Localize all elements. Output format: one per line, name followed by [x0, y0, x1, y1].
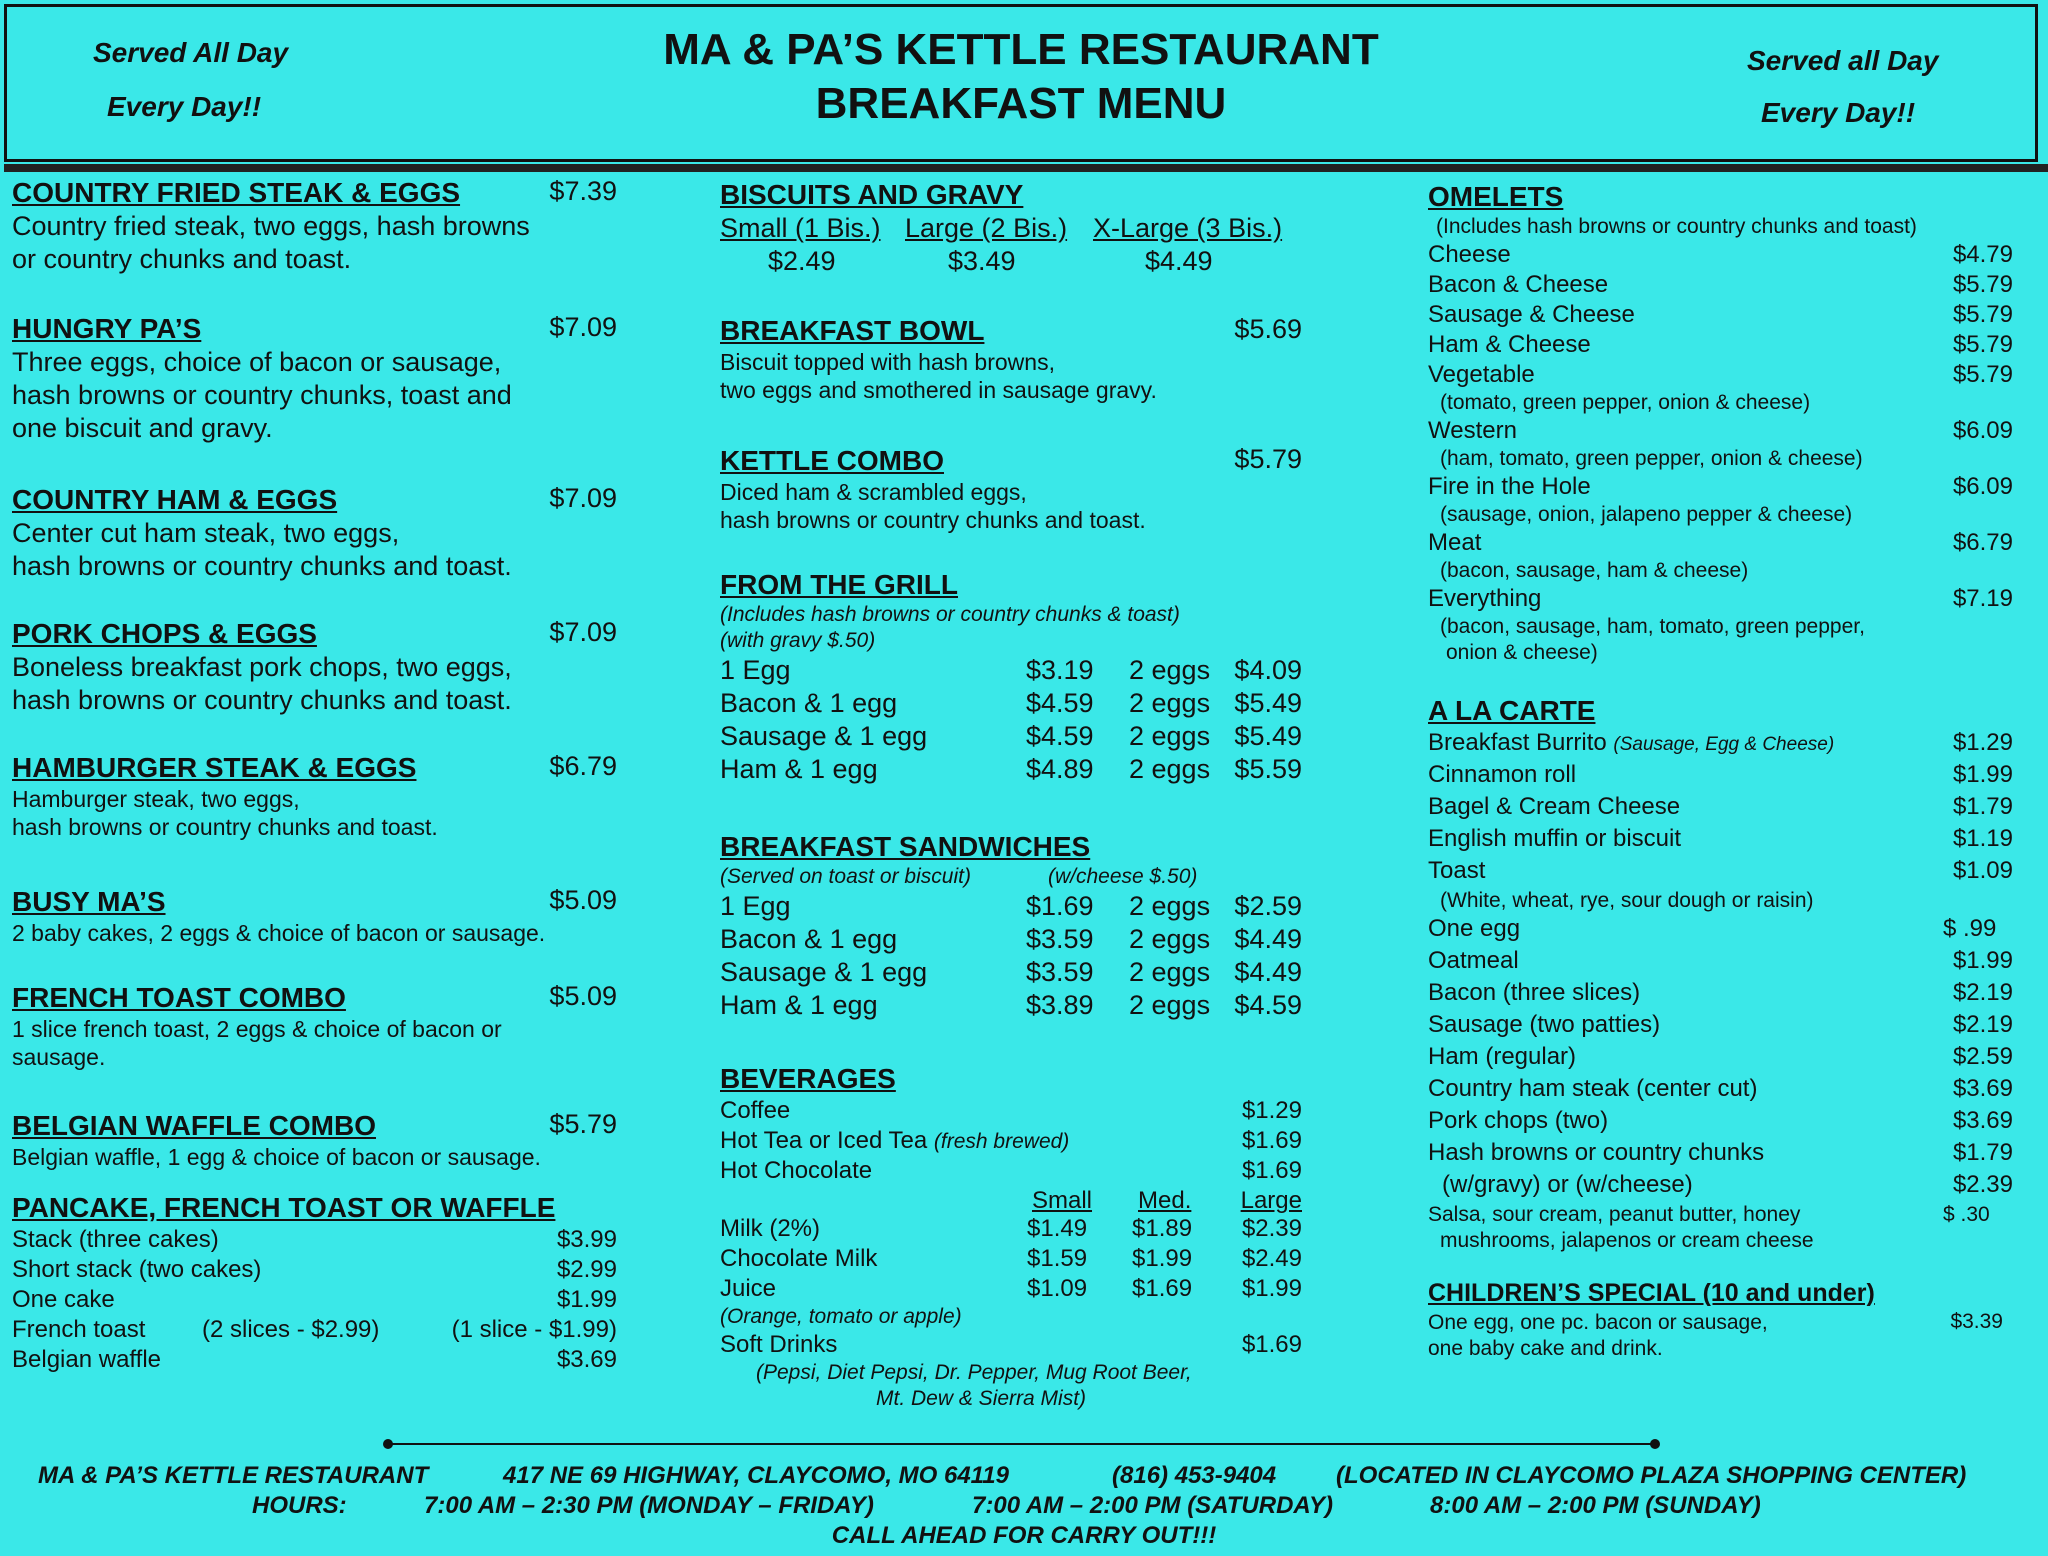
item-price: $3.99	[556, 1226, 617, 1253]
extras-price: $ .30	[1943, 1203, 1990, 1226]
item-ingredients: (bacon, sausage, ham & cheese)	[1440, 559, 1749, 582]
item-name: 1 Egg	[720, 655, 791, 685]
from-the-grill-section	[720, 568, 1302, 786]
section-title: BELGIAN WAFFLE COMBO	[12, 1110, 376, 1141]
item-price: $6.09	[1952, 473, 2013, 500]
item-note: (fresh brewed)	[933, 1130, 1070, 1153]
footer-phone: (816) 453-9404	[1112, 1462, 1277, 1489]
menu-item-row	[1428, 360, 2013, 390]
footer-restaurant-name: MA & PA’S KETTLE RESTAURANT	[38, 1462, 429, 1489]
item-price-one: $3.59	[1026, 957, 1094, 987]
item-two-eggs: 2 eggs	[1129, 891, 1211, 921]
beverages-section	[720, 1062, 1302, 1412]
section-desc: two eggs and smothered in sausage gravy.	[720, 377, 1157, 403]
item-name: Oatmeal	[1428, 947, 1519, 974]
item-price: $1.79	[1952, 1139, 2013, 1166]
menu-item-row	[720, 1156, 1302, 1186]
french-toast-combo-section	[12, 981, 617, 1071]
item-name: Country ham steak (center cut)	[1428, 1075, 1758, 1102]
menu-item-row	[1428, 300, 2013, 330]
size-large-label: Large (2 Bis.)	[905, 213, 1068, 243]
item-two-eggs: 2 eggs	[1129, 754, 1211, 784]
menu-item-row	[1428, 1170, 2013, 1202]
item-price-two: $5.49	[1234, 721, 1302, 751]
item-two-eggs: 2 eggs	[1129, 688, 1211, 718]
childrens-special-section	[1428, 1276, 2013, 1362]
menu-item-row	[720, 1330, 1302, 1360]
item-price: $1.09	[1952, 857, 2013, 884]
section-desc: hash browns or country chunks and toast.	[720, 507, 1146, 533]
menu-item-row	[12, 1225, 617, 1255]
section-title: HUNGRY PA’S	[12, 313, 202, 344]
menu-item-row	[1428, 528, 2013, 558]
item-name: Stack (three cakes)	[12, 1226, 219, 1253]
menu-item-row	[1428, 824, 2013, 856]
menu-item-row	[1428, 1106, 2013, 1138]
breakfast-bowl-section	[720, 314, 1302, 404]
section-note: (Includes hash browns or country chunks and toast)	[1436, 215, 1917, 238]
section-title: BEVERAGES	[720, 1063, 896, 1094]
menu-item-row	[1428, 330, 2013, 360]
section-note-row	[720, 864, 1302, 890]
menu-item-row	[1428, 472, 2013, 502]
item-price-one: $1.69	[1026, 891, 1094, 921]
item-price-two: $5.59	[1234, 754, 1302, 784]
item-price-one: $3.19	[1026, 655, 1094, 685]
menu-item-row	[1428, 416, 2013, 446]
section-title: CHILDREN’S SPECIAL (10 and under)	[1428, 1279, 1875, 1307]
menu-item-row	[720, 1214, 1302, 1244]
size-small-price: $2.49	[768, 246, 836, 276]
menu-item-row	[720, 1126, 1302, 1156]
section-note: (Served on toast or biscuit)	[720, 865, 971, 888]
footer-hours-saturday: 7:00 AM – 2:00 PM (SATURDAY)	[972, 1492, 1333, 1519]
item-name: Sausage & 1 egg	[720, 721, 928, 751]
item-two-eggs: 2 eggs	[1129, 721, 1211, 751]
menu-item-row	[720, 1244, 1302, 1274]
menu-item-row	[1428, 914, 2013, 946]
item-price: $ .99	[1943, 915, 1997, 942]
item-price: (1 slice - $1.99)	[451, 1316, 617, 1343]
hungry-pas-section	[12, 312, 617, 445]
section-desc: Center cut ham steak, two eggs,	[12, 518, 400, 548]
item-price: $6.79	[1952, 529, 2013, 556]
header-shadow-bar	[4, 164, 2048, 172]
every-day-left: Every Day!!	[107, 91, 262, 122]
item-price-one: $3.59	[1026, 924, 1094, 954]
section-desc: hash browns or country chunks and toast.	[12, 685, 512, 715]
item-name: Hash browns or country chunks	[1428, 1139, 1765, 1166]
footer-divider	[388, 1443, 1654, 1445]
item-price-small: $1.49	[1027, 1215, 1088, 1242]
item-price-two: $5.49	[1234, 688, 1302, 718]
extras-list: Salsa, sour cream, peanut butter, honey	[1428, 1203, 1801, 1226]
omelets-section	[1428, 180, 2013, 666]
footer-location: (LOCATED IN CLAYCOMO PLAZA SHOPPING CENTER)	[1336, 1462, 1967, 1489]
item-price: $1.99	[1952, 761, 2013, 788]
a-la-carte-section	[1428, 694, 2013, 1254]
item-name-wrap	[720, 1126, 1069, 1157]
item-price-two: $4.59	[1234, 990, 1302, 1020]
extras-row	[1428, 1202, 2013, 1228]
item-name: One cake	[12, 1286, 115, 1313]
item-name: Hot Chocolate	[720, 1157, 873, 1184]
item-name: French toast	[12, 1316, 146, 1343]
menu-item-row	[12, 1315, 617, 1345]
section-title: FRENCH TOAST COMBO	[12, 982, 346, 1013]
section-desc: sausage.	[12, 1044, 106, 1070]
footer-address: 417 NE 69 HIGHWAY, CLAYCOMO, MO 64119	[503, 1462, 1009, 1489]
item-name: Belgian waffle	[12, 1346, 161, 1373]
section-desc: Biscuit topped with hash browns,	[720, 349, 1055, 375]
item-price-large: $2.49	[1241, 1245, 1302, 1272]
section-title: BREAKFAST BOWL	[720, 315, 985, 346]
menu-column-middle	[720, 176, 1320, 1412]
section-note: (Includes hash browns or country chunks & toast)	[720, 603, 1180, 626]
item-price: $1.99	[556, 1286, 617, 1313]
section-title: BISCUITS AND GRAVY	[720, 179, 1024, 210]
item-price-two: $4.49	[1234, 924, 1302, 954]
section-price: $5.09	[549, 885, 617, 915]
item-name: One egg	[1428, 915, 1521, 942]
item-price-small: $1.59	[1027, 1245, 1088, 1272]
item-price-one: $4.89	[1026, 754, 1094, 784]
menu-item-row	[1428, 760, 2013, 792]
item-price-one: $4.59	[1026, 688, 1094, 718]
size-large-header: Large	[1240, 1187, 1302, 1214]
item-name: Vegetable	[1428, 361, 1535, 388]
item-two-eggs: 2 eggs	[1129, 990, 1211, 1020]
menu-item-row	[720, 890, 1302, 923]
every-day-right: Every Day!!	[1761, 97, 1916, 128]
item-price-two: $4.49	[1234, 957, 1302, 987]
served-all-day-left: Served All Day	[93, 37, 289, 68]
item-ingredients: (bacon, sausage, ham, tomato, green pepper,	[1440, 615, 1865, 638]
section-note: (with gravy $.50)	[720, 629, 876, 652]
pork-chops-section	[12, 617, 617, 717]
menu-item-row	[1428, 728, 2013, 760]
item-name: Sausage & 1 egg	[720, 957, 928, 987]
size-small-label: Small (1 Bis.)	[720, 213, 881, 243]
menu-item-row	[1428, 856, 2013, 888]
section-title: BREAKFAST SANDWICHES	[720, 831, 1091, 862]
footer-hours-sunday: 8:00 AM – 2:00 PM (SUNDAY)	[1430, 1492, 1761, 1519]
item-name: 1 Egg	[720, 891, 791, 921]
section-desc: hash browns or country chunks and toast.	[12, 551, 512, 581]
item-price-one: $4.59	[1026, 721, 1094, 751]
item-name: Bacon & 1 egg	[720, 688, 898, 718]
item-name-wrap	[1428, 728, 1834, 760]
menu-item-row	[1428, 792, 2013, 824]
item-price: $5.79	[1952, 331, 2013, 358]
section-desc: one biscuit and gravy.	[12, 413, 273, 443]
extras-list: mushrooms, jalapenos or cream cheese	[1440, 1229, 1814, 1252]
size-medium-header: Med.	[1138, 1187, 1192, 1214]
item-price-medium: $1.89	[1132, 1215, 1193, 1242]
restaurant-name: MA & PA’S KETTLE RESTAURANT	[663, 25, 1379, 74]
section-price: $3.39	[1950, 1310, 2003, 1333]
section-desc: Belgian waffle, 1 egg & choice of bacon or sausage.	[12, 1144, 541, 1170]
item-price: $5.79	[1952, 361, 2013, 388]
section-desc: one baby cake and drink.	[1428, 1337, 1663, 1360]
breakfast-sandwiches-section	[720, 830, 1302, 1022]
item-name: Bacon (three slices)	[1428, 979, 1641, 1006]
juice-note: (Orange, tomato or apple)	[720, 1305, 962, 1328]
section-desc: 1 slice french toast, 2 eggs & choice of bacon or	[12, 1016, 502, 1042]
menu-item-row	[1428, 1042, 2013, 1074]
menu-item-row	[720, 654, 1302, 687]
section-price: $7.09	[549, 483, 617, 513]
item-name: Bacon & Cheese	[1428, 271, 1609, 298]
item-ingredients: (White, wheat, rye, sour dough or raisin)	[1440, 889, 1814, 912]
section-note: (w/cheese $.50)	[1048, 865, 1198, 888]
menu-item-row	[1428, 584, 2013, 614]
menu-item-row	[720, 1096, 1302, 1126]
item-price: $6.09	[1952, 417, 2013, 444]
item-name: Chocolate Milk	[720, 1245, 878, 1272]
item-name: (w/gravy) or (w/cheese)	[1442, 1171, 1693, 1198]
menu-item-row	[720, 753, 1302, 786]
item-price: $3.69	[1952, 1075, 2013, 1102]
section-desc: Country fried steak, two eggs, hash browns	[12, 211, 530, 241]
item-ingredients: (ham, tomato, green pepper, onion & cheese)	[1440, 447, 1863, 470]
menu-item-row	[1428, 1074, 2013, 1106]
item-price: $1.99	[1952, 947, 2013, 974]
menu-title: BREAKFAST MENU	[815, 79, 1227, 128]
section-price: $7.39	[549, 176, 617, 206]
item-price-large: $1.99	[1241, 1275, 1302, 1302]
item-name: Breakfast Burrito	[1428, 729, 1607, 756]
item-name: Cinnamon roll	[1428, 761, 1577, 788]
footer-carry-out: CALL AHEAD FOR CARRY OUT!!!	[831, 1522, 1217, 1549]
soft-drinks-note: Mt. Dew & Sierra Mist)	[876, 1387, 1087, 1410]
menu-item-row	[720, 989, 1302, 1022]
item-price-one: $3.89	[1026, 990, 1094, 1020]
section-title: A LA CARTE	[1428, 695, 1596, 726]
divider-dot	[383, 1439, 393, 1449]
menu-item-row	[1428, 1010, 2013, 1042]
item-price-medium: $1.69	[1132, 1275, 1193, 1302]
item-price: $1.69	[1241, 1331, 1302, 1358]
item-name: Toast	[1428, 857, 1486, 884]
item-price: $1.69	[1241, 1157, 1302, 1184]
menu-header	[4, 4, 2038, 162]
item-name: Milk (2%)	[720, 1215, 820, 1242]
item-price-large: $2.39	[1241, 1215, 1302, 1242]
item-price: $3.69	[1952, 1107, 2013, 1134]
section-desc: Hamburger steak, two eggs,	[12, 786, 300, 812]
size-xlarge-price: $4.49	[1145, 246, 1213, 276]
section-title: COUNTRY HAM & EGGS	[12, 484, 338, 515]
section-title: COUNTRY FRIED STEAK & EGGS	[12, 177, 461, 208]
section-desc: Boneless breakfast pork chops, two eggs,	[12, 652, 512, 682]
item-name: Bagel & Cream Cheese	[1428, 793, 1681, 820]
served-all-day-right: Served all Day	[1747, 45, 1939, 76]
item-price: $2.59	[1952, 1043, 2013, 1070]
menu-item-row	[12, 1345, 617, 1375]
footer-hours-weekday: 7:00 AM – 2:30 PM (MONDAY – FRIDAY)	[424, 1492, 874, 1519]
item-price: $2.19	[1952, 979, 2013, 1006]
menu-item-row	[720, 1274, 1302, 1304]
size-small-header: Small	[1032, 1187, 1093, 1214]
section-title: FROM THE GRILL	[720, 569, 958, 600]
item-name: Everything	[1428, 585, 1542, 612]
footer-hours-label: HOURS:	[252, 1492, 347, 1519]
pancake-section	[12, 1191, 617, 1375]
item-name: Ham & 1 egg	[720, 990, 878, 1020]
menu-item-row	[1428, 270, 2013, 300]
item-name: Sausage & Cheese	[1428, 301, 1635, 328]
hamburger-steak-section	[12, 751, 617, 841]
section-title: HAMBURGER STEAK & EGGS	[12, 752, 417, 783]
section-price: $6.79	[549, 751, 617, 781]
section-price: $5.69	[1234, 314, 1302, 344]
item-price-medium: $1.99	[1132, 1245, 1193, 1272]
kettle-combo-section	[720, 444, 1302, 534]
biscuits-gravy-section	[720, 178, 1290, 278]
item-name: Ham & 1 egg	[720, 754, 878, 784]
item-ingredients: (sausage, onion, jalapeno pepper & cheese)	[1440, 503, 1853, 526]
menu-item-row	[720, 720, 1302, 753]
soft-drinks-note: (Pepsi, Diet Pepsi, Dr. Pepper, Mug Root Beer,	[756, 1361, 1192, 1384]
item-price: $5.79	[1952, 301, 2013, 328]
item-name: Short stack (two cakes)	[12, 1256, 262, 1283]
item-name: Meat	[1428, 529, 1482, 556]
section-desc: 2 baby cakes, 2 eggs & choice of bacon or sausage.	[12, 920, 546, 946]
size-xlarge-label: X-Large (3 Bis.)	[1093, 213, 1283, 243]
item-price: $1.29	[1952, 729, 2013, 756]
section-desc: One egg, one pc. bacon or sausage,	[1428, 1311, 1768, 1334]
item-two-eggs: 2 eggs	[1129, 924, 1211, 954]
item-two-eggs: 2 eggs	[1129, 655, 1211, 685]
menu-item-row	[1428, 240, 2013, 270]
item-ingredients: (tomato, green pepper, onion & cheese)	[1440, 391, 1811, 414]
size-header-row	[720, 1186, 1302, 1214]
item-name: Bacon & 1 egg	[720, 924, 898, 954]
item-name: Sausage (two patties)	[1428, 1011, 1661, 1038]
menu-item-row	[12, 1285, 617, 1315]
item-two-slice-price: (2 slices - $2.99)	[202, 1316, 380, 1343]
item-price: $1.29	[1241, 1097, 1302, 1124]
belgian-waffle-combo-section	[12, 1109, 617, 1171]
item-price: $2.19	[1952, 1011, 2013, 1038]
item-name: Juice	[720, 1275, 777, 1302]
item-name: Ham & Cheese	[1428, 331, 1591, 358]
menu-item-row	[1428, 978, 2013, 1010]
section-desc: Three eggs, choice of bacon or sausage,	[12, 347, 502, 377]
country-ham-section	[12, 483, 617, 583]
section-desc: or country chunks and toast.	[12, 244, 352, 274]
section-title: OMELETS	[1428, 181, 1564, 212]
item-note: (Sausage, Egg & Cheese)	[1613, 734, 1835, 755]
section-title: PANCAKE, FRENCH TOAST OR WAFFLE	[12, 1192, 556, 1223]
item-price: $1.79	[1952, 793, 2013, 820]
item-name: Coffee	[720, 1097, 791, 1124]
item-name: Soft Drinks	[720, 1331, 838, 1358]
section-price: $5.79	[1234, 444, 1302, 474]
item-name: Western	[1428, 417, 1517, 444]
item-name: Cheese	[1428, 241, 1511, 268]
size-large-price: $3.49	[948, 246, 1016, 276]
menu-column-left	[12, 176, 617, 1375]
section-price: $7.09	[549, 617, 617, 647]
menu-column-right	[1428, 176, 2013, 1362]
divider-dot	[1650, 1439, 1660, 1449]
country-fried-steak-section	[12, 176, 617, 276]
menu-item-row	[12, 1255, 617, 1285]
section-title: BUSY MA’S	[12, 886, 166, 917]
item-name: English muffin or biscuit	[1428, 825, 1682, 852]
section-title: KETTLE COMBO	[720, 445, 944, 476]
item-name: Fire in the Hole	[1428, 473, 1591, 500]
item-price: $2.99	[556, 1256, 617, 1283]
item-price-small: $1.09	[1027, 1275, 1088, 1302]
menu-item-row	[1428, 1138, 2013, 1170]
menu-item-row	[720, 923, 1302, 956]
item-ingredients: onion & cheese)	[1446, 641, 1598, 664]
item-price: $3.69	[556, 1346, 617, 1373]
section-desc: hash browns or country chunks and toast.	[12, 814, 438, 840]
menu-item-row	[1428, 946, 2013, 978]
item-name: Hot Tea or Iced Tea	[720, 1127, 928, 1154]
item-price-two: $2.59	[1234, 891, 1302, 921]
item-price: $7.19	[1952, 585, 2013, 612]
section-price: $7.09	[549, 312, 617, 342]
item-price: $5.79	[1952, 271, 2013, 298]
section-price: $5.09	[549, 981, 617, 1011]
section-desc: Diced ham & scrambled eggs,	[720, 479, 1027, 505]
item-price: $2.39	[1952, 1171, 2013, 1198]
size-price-row	[720, 245, 1290, 278]
menu-item-row	[720, 956, 1302, 989]
section-price: $5.79	[549, 1109, 617, 1139]
item-two-eggs: 2 eggs	[1129, 957, 1211, 987]
menu-item-row	[720, 687, 1302, 720]
section-desc: hash browns or country chunks, toast and	[12, 380, 512, 410]
size-label-row	[720, 212, 1290, 245]
item-price: $4.79	[1952, 241, 2013, 268]
item-name: Ham (regular)	[1428, 1043, 1577, 1070]
busy-mas-section	[12, 885, 617, 947]
item-name: Pork chops (two)	[1428, 1107, 1609, 1134]
item-price-two: $4.09	[1234, 655, 1302, 685]
item-price: $1.19	[1952, 825, 2013, 852]
section-title: PORK CHOPS & EGGS	[12, 618, 317, 649]
item-price: $1.69	[1241, 1127, 1302, 1154]
